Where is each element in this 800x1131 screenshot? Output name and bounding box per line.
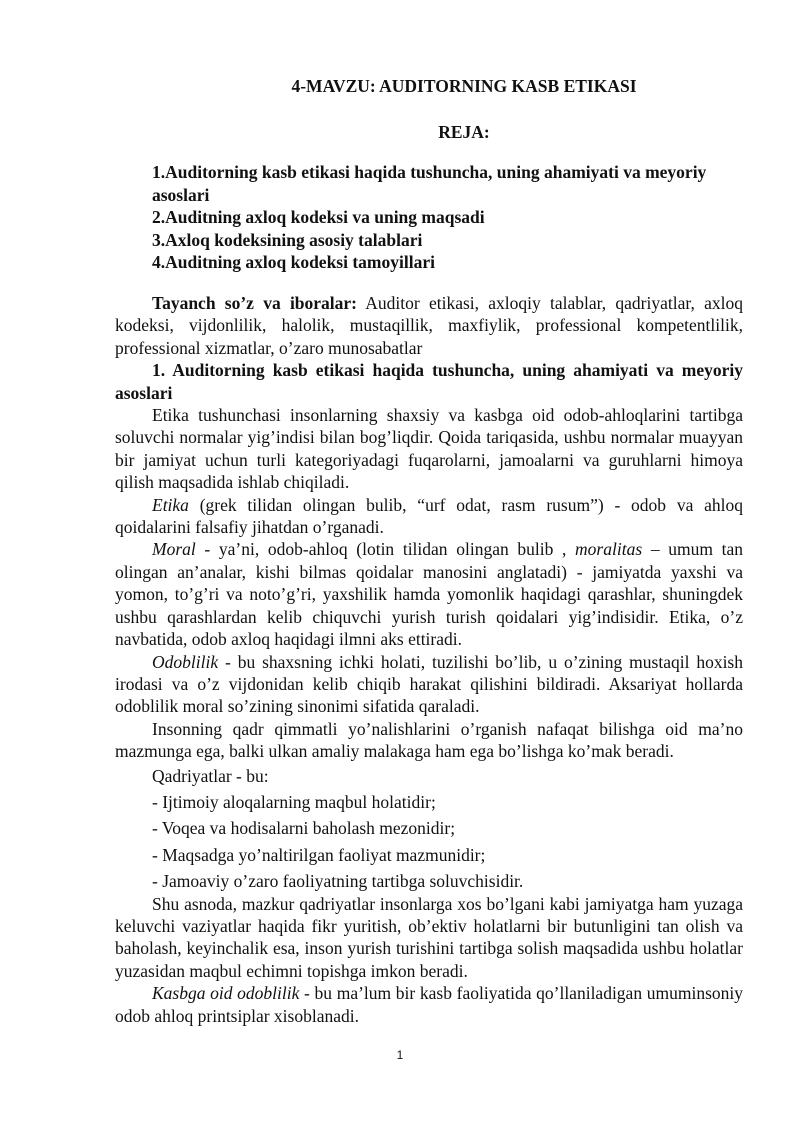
list-item: - Voqea va hodisalarni baholash mezonidir; xyxy=(152,818,456,839)
keywords-paragraph xyxy=(115,292,743,359)
paragraph: Etika tushunchasi insonlarning shaxsiy va kasbga oid odob-ahloqlarini tartibga soluvchi normalar yig’indisi bilan bog’liqdir. Qoida tariqasida, ushbu normalar muayyan bir jamiyat uchun turli kategoriyadagi fuqarolarni, jamoalarni va guruhlarni himoya qilish maqsadida ishlab chiqiladi. xyxy=(115,405,743,493)
plan-item: 4.Auditning axloq kodeksi tamoyillari xyxy=(152,252,435,272)
document-body xyxy=(115,292,743,1027)
page-title: 4-MAVZU: AUDITORNING KASB ETIKASI xyxy=(291,76,637,96)
list-item: - Jamoaviy o’zaro faoliyatning tartibga soluvchisidir. xyxy=(152,871,524,892)
plan-item: 3.Axloq kodeksining asosiy talablari xyxy=(152,229,423,250)
term: moralitas xyxy=(575,539,643,560)
plan-item: 1.Auditorning kasb etikasi haqida tushuncha, uning ahamiyati va meyoriy asoslari xyxy=(152,162,707,205)
term: Moral xyxy=(152,539,196,560)
plan-item: 2.Auditning axloq kodeksi va uning maqsadi xyxy=(152,207,485,227)
section-heading: 1. Auditorning kasb etikasi haqida tushuncha, uning ahamiyati va meyoriy asoslari xyxy=(115,360,743,403)
term: Etika xyxy=(152,494,189,515)
paragraph: Qadriyatlar - bu: xyxy=(152,765,269,786)
paragraph: Moral - ya’ni, odob-ahloq (lotin tilidan olingan bulib , moralitas – umum tan olingan an’analar, kishi bilmas qoidalar manosini anglatadi) - jamiyatda yaxshi va yomon, to’g’ri va noto’g’ri, yaxshilik hamda yomonlik haqidagi qarashlar, shuningdek ushbu qarashlardan kelib chiquvchi yurish turish qoidalari yig’indisidir. Etika, o’z navbatida, odob axloq haqidagi ilmni aks ettiradi. xyxy=(115,539,743,650)
plan-list xyxy=(152,161,743,274)
term: Kasbga oid odoblilik xyxy=(152,983,300,1004)
paragraph: Odoblilik - bu shaxsning ichki holati, tuzilishi bo’lib, u o’zining mustaqil hoxish irodasi va o’z vijdonidan kelib chiqib harakat qilishini bildiradi. Aksariyat hollarda odoblilik moral so’zining sinonimi sifatida qaraladi. xyxy=(115,651,743,717)
paragraph: Kasbga oid odoblilik - bu ma’lum bir kasb faoliyatida qo’llaniladigan umuminsoniy odob ahloq printsiplar xisoblanadi. xyxy=(115,983,743,1026)
paragraph: Shu asnoda, mazkur qadriyatlar insonlarga xos bo’lgani kabi jamiyatga ham yuzaga keluvchi vaziyatlar haqida fikr yuritish, ob’ektiv holatlarni bir butunligini tan olish va baholash, keyinchalik esa, inson yurish turishini tartibga solish maqsadida ushbu holatlar yuzasidan maqbul echimni topishga imkon beradi. xyxy=(115,893,743,981)
list-item: - Ijtimoiy aloqalarning maqbul holatidir; xyxy=(152,791,436,812)
plan-heading: REJA: xyxy=(438,122,490,142)
keywords-label: Tayanch so’z va iboralar: xyxy=(152,293,358,313)
page-number: 1 xyxy=(396,1048,404,1062)
list-item: - Maqsadga yo’naltirilgan faoliyat mazmunidir; xyxy=(152,844,486,865)
term: Odoblilik xyxy=(152,651,219,672)
paragraph: Etika (grek tilidan olingan bulib, “urf odat, rasm rusum”) - odob va ahloq qoidalarini falsafiy jihatdan o’rganadi. xyxy=(115,494,743,538)
keywords-text: Auditor etikasi, axloqiy talablar, qadriyatlar, axloq kodeksi, vijdonlilik, halolik, mustaqillik, maxfiylik, professional kompetentlilik, professional xizmatlar, o’zaro munosabatlar xyxy=(115,293,743,358)
paragraph: Insonning qadr qimmatli yo’nalishlarini o’rganish nafaqat bilishga oid ma’no mazmunga ega, balki ulkan amaliy malakaga ham ega bo’lishga ko’mak beradi. xyxy=(115,718,743,762)
